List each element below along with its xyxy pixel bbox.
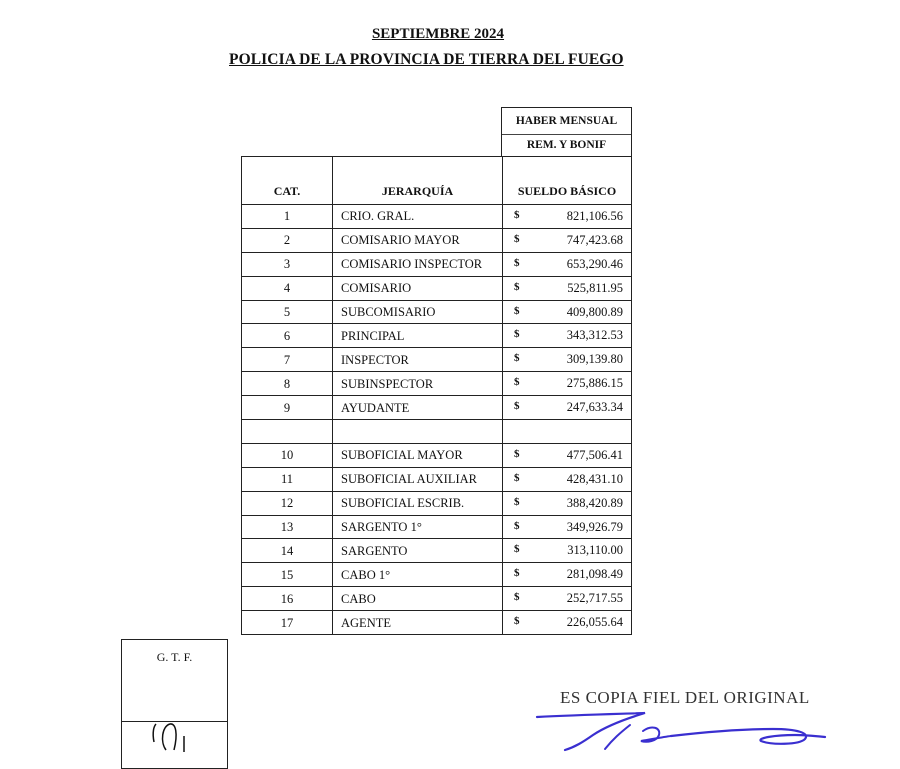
salary-cell bbox=[503, 587, 632, 611]
salary-cell bbox=[503, 515, 632, 539]
rank-cell: SUBOFICIAL AUXILIAR bbox=[333, 467, 503, 491]
salary-cell bbox=[503, 396, 632, 420]
currency-symbol: $ bbox=[514, 376, 520, 389]
salary-amount: 349,926.79 bbox=[566, 519, 623, 534]
salary-amount: 313,110.00 bbox=[567, 543, 623, 558]
rank-cell: CABO 1° bbox=[333, 563, 503, 587]
salary-cell bbox=[503, 252, 632, 276]
cat-cell: 3 bbox=[242, 252, 333, 276]
table-row bbox=[242, 276, 632, 300]
salary-amount: 477,506.41 bbox=[566, 447, 623, 462]
table-row bbox=[242, 300, 632, 324]
currency-symbol: $ bbox=[514, 591, 520, 604]
table-row bbox=[242, 420, 632, 444]
rank-cell: SUBINSPECTOR bbox=[333, 372, 503, 396]
certification-text: ES COPIA FIEL DEL ORIGINAL bbox=[560, 688, 810, 707]
currency-symbol: $ bbox=[514, 567, 520, 580]
salary-amount: 747,423.68 bbox=[566, 232, 623, 247]
table-row bbox=[242, 228, 632, 252]
table-row bbox=[242, 467, 632, 491]
cat-cell: 17 bbox=[242, 611, 333, 635]
table-row bbox=[242, 396, 632, 420]
salary-cell bbox=[503, 324, 632, 348]
table-row bbox=[242, 372, 632, 396]
cat-cell: 10 bbox=[242, 443, 333, 467]
table-row bbox=[242, 205, 632, 229]
rank-cell: AYUDANTE bbox=[333, 396, 503, 420]
table-row bbox=[242, 539, 632, 563]
rank-cell: CABO bbox=[333, 587, 503, 611]
rank-cell: COMISARIO bbox=[333, 276, 503, 300]
salary-amount: 388,420.89 bbox=[566, 495, 623, 510]
cat-cell: 11 bbox=[242, 467, 333, 491]
salary-table bbox=[241, 156, 632, 635]
salary-cell bbox=[503, 420, 632, 444]
cat-cell: 2 bbox=[242, 228, 333, 252]
salary-cell bbox=[503, 443, 632, 467]
currency-symbol: $ bbox=[514, 447, 520, 460]
salary-amount: 343,312.53 bbox=[566, 328, 623, 343]
cat-cell bbox=[242, 420, 333, 444]
rank-cell: CRIO. GRAL. bbox=[333, 205, 503, 229]
cat-cell: 12 bbox=[242, 491, 333, 515]
salary-amount: 428,431.10 bbox=[566, 471, 623, 486]
currency-symbol: $ bbox=[514, 471, 520, 484]
salary-cell bbox=[503, 539, 632, 563]
table-row bbox=[242, 252, 632, 276]
column-header-jerarquia: JERARQUÍA bbox=[333, 157, 503, 205]
rank-cell: COMISARIO MAYOR bbox=[333, 228, 503, 252]
cat-cell: 14 bbox=[242, 539, 333, 563]
rank-cell: AGENTE bbox=[333, 611, 503, 635]
gtf-stamp-box bbox=[121, 639, 228, 769]
table-row bbox=[242, 587, 632, 611]
document-period bbox=[0, 26, 900, 43]
rem-bonif-label: REM. Y BONIF bbox=[526, 139, 607, 151]
currency-symbol: $ bbox=[514, 280, 520, 293]
document-title: POLICIA DE LA PROVINCIA DE TIERRA DEL FUEGO bbox=[229, 51, 624, 68]
salary-amount: 525,811.95 bbox=[567, 280, 623, 295]
currency-symbol: $ bbox=[514, 209, 520, 221]
salary-cell bbox=[503, 563, 632, 587]
cat-cell: 8 bbox=[242, 372, 333, 396]
handwritten-signature bbox=[535, 705, 835, 757]
currency-symbol: $ bbox=[514, 256, 520, 269]
salary-amount: 821,106.56 bbox=[566, 209, 623, 223]
salary-cell bbox=[503, 467, 632, 491]
stamp-label: G. T. F. bbox=[156, 650, 193, 664]
table-row bbox=[242, 324, 632, 348]
rank-cell: SUBOFICIAL MAYOR bbox=[333, 443, 503, 467]
rank-cell: INSPECTOR bbox=[333, 348, 503, 372]
salary-cell bbox=[503, 372, 632, 396]
table-header-row bbox=[242, 157, 632, 205]
salary-amount: 309,139.80 bbox=[566, 352, 623, 367]
salary-amount: 281,098.49 bbox=[566, 567, 623, 582]
salary-amount: 653,290.46 bbox=[566, 256, 623, 271]
salary-cell bbox=[503, 348, 632, 372]
salary-amount: 252,717.55 bbox=[566, 591, 623, 606]
haber-mensual-label: HABER MENSUAL bbox=[515, 115, 618, 127]
salary-amount: 275,886.15 bbox=[566, 376, 623, 391]
currency-symbol: $ bbox=[514, 352, 520, 365]
salary-cell bbox=[503, 611, 632, 635]
table-row bbox=[242, 491, 632, 515]
cat-cell: 1 bbox=[242, 205, 333, 229]
currency-symbol: $ bbox=[514, 519, 520, 532]
table-row bbox=[242, 515, 632, 539]
rank-cell: SUBOFICIAL ESCRIB. bbox=[333, 491, 503, 515]
salary-amount: 247,633.34 bbox=[566, 400, 623, 415]
header-divider bbox=[502, 134, 631, 135]
salary-cell bbox=[503, 205, 632, 229]
cat-cell: 15 bbox=[242, 563, 333, 587]
initials-mark-icon bbox=[140, 712, 200, 752]
rank-cell: PRINCIPAL bbox=[333, 324, 503, 348]
currency-symbol: $ bbox=[514, 400, 520, 413]
currency-symbol: $ bbox=[514, 232, 520, 245]
period-text: SEPTIEMBRE 2024 bbox=[371, 26, 505, 42]
cat-cell: 7 bbox=[242, 348, 333, 372]
table-row bbox=[242, 348, 632, 372]
salary-cell bbox=[503, 228, 632, 252]
currency-symbol: $ bbox=[514, 495, 520, 508]
currency-symbol: $ bbox=[514, 543, 520, 556]
rank-cell: SARGENTO bbox=[333, 539, 503, 563]
salary-cell bbox=[503, 491, 632, 515]
cat-cell: 4 bbox=[242, 276, 333, 300]
salary-cell bbox=[503, 300, 632, 324]
cat-cell: 16 bbox=[242, 587, 333, 611]
salary-amount: 409,800.89 bbox=[566, 304, 623, 319]
currency-symbol: $ bbox=[514, 615, 520, 628]
cat-cell: 5 bbox=[242, 300, 333, 324]
currency-symbol: $ bbox=[514, 304, 520, 317]
currency-symbol: $ bbox=[514, 328, 520, 341]
rank-cell: SARGENTO 1° bbox=[333, 515, 503, 539]
salary-cell bbox=[503, 276, 632, 300]
column-header-sueldo: SUELDO BÁSICO bbox=[503, 157, 632, 205]
column-header-cat: CAT. bbox=[242, 157, 333, 205]
cat-cell: 9 bbox=[242, 396, 333, 420]
table-row bbox=[242, 563, 632, 587]
table-row bbox=[242, 611, 632, 635]
rank-cell: SUBCOMISARIO bbox=[333, 300, 503, 324]
rank-cell bbox=[333, 420, 503, 444]
salary-amount: 226,055.64 bbox=[566, 615, 623, 630]
rank-cell: COMISARIO INSPECTOR bbox=[333, 252, 503, 276]
cat-cell: 13 bbox=[242, 515, 333, 539]
cat-cell: 6 bbox=[242, 324, 333, 348]
table-row bbox=[242, 443, 632, 467]
haber-mensual-header bbox=[501, 107, 632, 156]
